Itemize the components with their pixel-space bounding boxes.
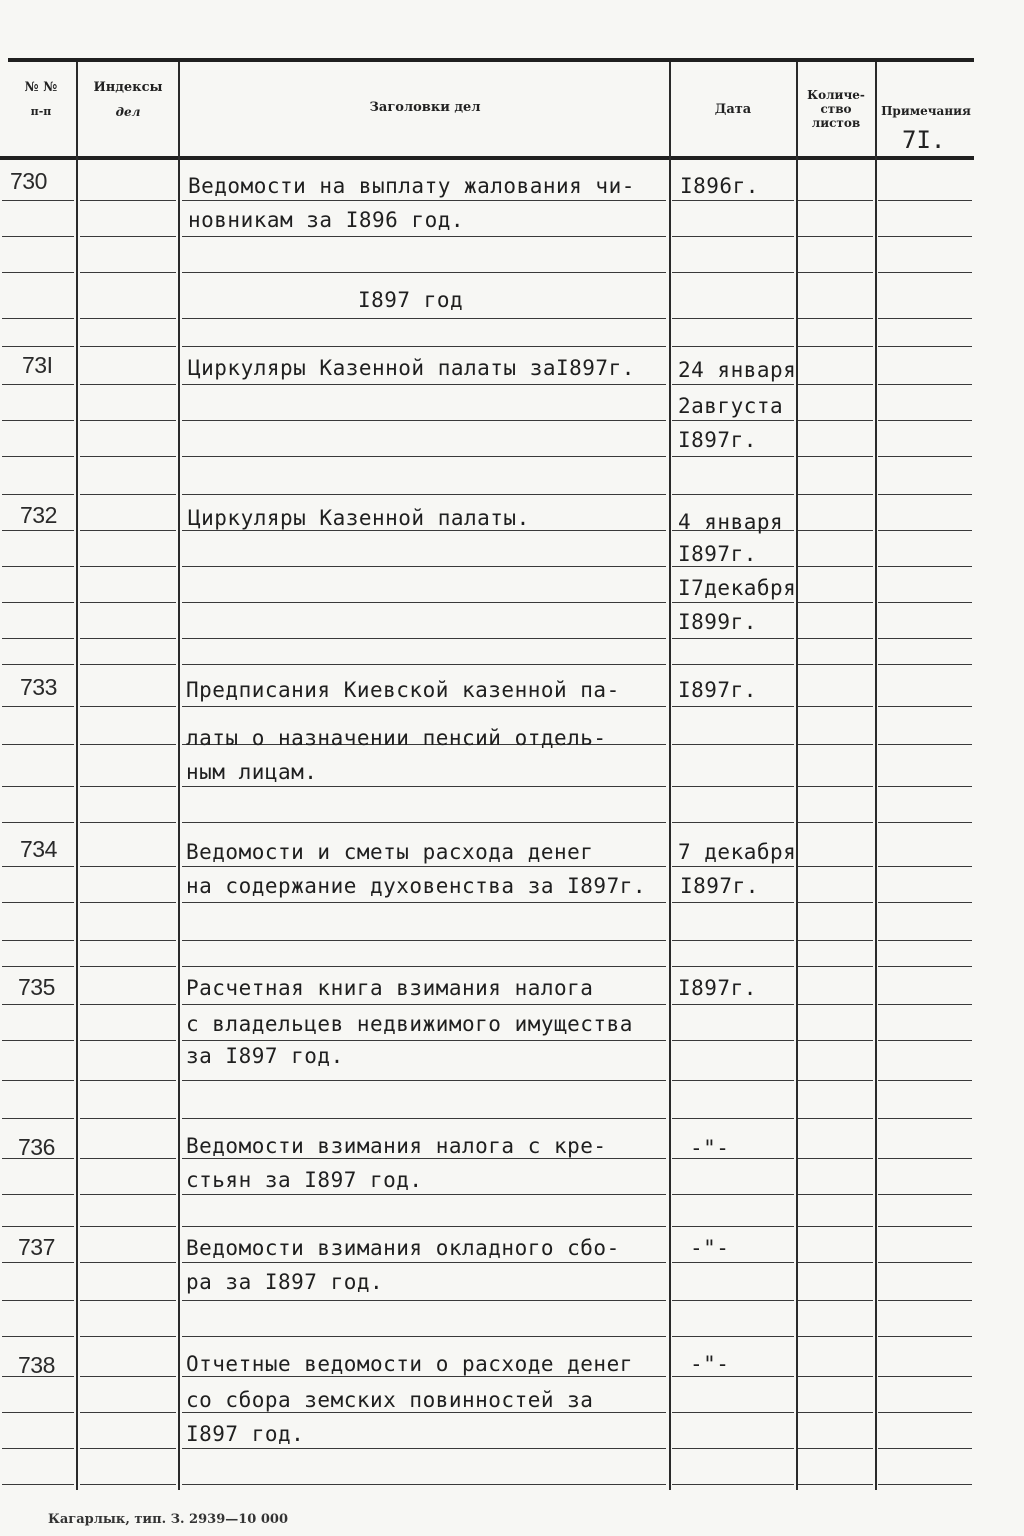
ruled-line: [182, 566, 666, 567]
ruled-line: [80, 1448, 176, 1449]
ruled-line: [182, 706, 666, 707]
ruled-line: [672, 786, 794, 787]
row-title-line: со сбора земских повинностей за: [186, 1388, 594, 1412]
ruled-line: [80, 456, 176, 457]
ruled-line: [2, 1448, 74, 1449]
ruled-line: [878, 318, 972, 319]
ruled-line: [878, 1040, 972, 1041]
ruled-line: [80, 902, 176, 903]
ruled-line: [2, 494, 74, 495]
ruled-line: [878, 420, 972, 421]
ruled-line: [182, 1448, 666, 1449]
ruled-line: [80, 236, 176, 237]
ruled-line: [878, 272, 972, 273]
ruled-line: [672, 1194, 794, 1195]
ruled-line: [182, 664, 666, 665]
row-title-line: Предписания Киевской казенной па-: [186, 678, 620, 702]
ruled-line: [182, 1376, 666, 1377]
ruled-line: [798, 566, 873, 567]
ruled-line: [878, 706, 972, 707]
ruled-line: [672, 940, 794, 941]
header-date: Дата: [714, 102, 752, 117]
ruled-line: [878, 966, 972, 967]
ruled-line: [80, 566, 176, 567]
row-number: 73I: [22, 352, 53, 378]
ruled-line: [182, 384, 666, 385]
row-title-line: на содержание духовенства за I897г.: [186, 874, 647, 898]
ruled-line: [878, 866, 972, 867]
header-number: [8, 80, 74, 118]
row-title-line: I897 год.: [186, 1422, 305, 1446]
ruled-line: [2, 346, 74, 347]
ruled-line: [2, 1004, 74, 1005]
ruled-line: [798, 822, 873, 823]
ruled-line: [80, 530, 176, 531]
row-number: 733: [20, 674, 57, 700]
ruled-line: [80, 1226, 176, 1227]
ruled-line: [182, 200, 666, 201]
ruled-line: [798, 1004, 873, 1005]
ruled-line: [878, 384, 972, 385]
header-rule: [0, 156, 974, 160]
ruled-line: [80, 1412, 176, 1413]
row-date-line: I897г.: [678, 976, 757, 1000]
row-title-line: Отчетные ведомости о расходе денег: [186, 1352, 633, 1376]
row-date-line: 24 января: [678, 358, 797, 382]
ruled-line: [798, 236, 873, 237]
ruled-line: [878, 200, 972, 201]
ruled-line: [182, 1336, 666, 1337]
ruled-line: [182, 786, 666, 787]
ruled-line: [80, 346, 176, 347]
ruled-line: [2, 1226, 74, 1227]
ruled-line: [672, 1376, 794, 1377]
row-date-line: 7 декабря: [678, 840, 797, 864]
ruled-line: [182, 940, 666, 941]
ruled-line: [798, 1448, 873, 1449]
header-sheets-line: ство: [820, 102, 852, 116]
ruled-line: [2, 420, 74, 421]
ruled-line: [672, 638, 794, 639]
ruled-line: [2, 200, 74, 201]
ruled-line: [182, 1300, 666, 1301]
ruled-line: [878, 1226, 972, 1227]
ruled-line: [798, 200, 873, 201]
ruled-line: [672, 966, 794, 967]
ruled-line: [182, 318, 666, 319]
ruled-line: [80, 786, 176, 787]
ruled-line: [182, 602, 666, 603]
ruled-line: [798, 1158, 873, 1159]
ruled-line: [182, 494, 666, 495]
row-date-line: I7декабря: [678, 576, 797, 600]
ruled-line: [878, 664, 972, 665]
ruled-line: [80, 638, 176, 639]
ruled-line: [672, 744, 794, 745]
row-date-line: I897г.: [680, 874, 759, 898]
ruled-line: [878, 1194, 972, 1195]
ruled-line: [878, 1158, 972, 1159]
ruled-line: [2, 1336, 74, 1337]
ruled-line: [798, 638, 873, 639]
ruled-line: [80, 1376, 176, 1377]
ruled-line: [798, 1194, 873, 1195]
ruled-line: [2, 1484, 74, 1485]
ruled-line: [878, 456, 972, 457]
row-date-line: I897г.: [678, 678, 757, 702]
header-index-line: Индексы: [93, 80, 163, 95]
ruled-line: [80, 966, 176, 967]
ruled-line: [798, 602, 873, 603]
row-number: 738: [18, 1352, 55, 1378]
row-title-line: с владельцев недвижимого имущества: [186, 1012, 633, 1036]
ruled-line: [2, 940, 74, 941]
ruled-line: [80, 744, 176, 745]
column-divider: [669, 62, 671, 1490]
row-date-line: I899г.: [678, 610, 757, 634]
ruled-line: [2, 1118, 74, 1119]
row-title-line: стьян за I897 год.: [186, 1168, 423, 1192]
row-number: 734: [20, 836, 57, 862]
ruled-line: [2, 384, 74, 385]
ruled-line: [80, 664, 176, 665]
ruled-line: [878, 902, 972, 903]
ruled-line: [2, 1412, 74, 1413]
column-divider: [796, 62, 798, 1490]
ruled-line: [80, 1262, 176, 1263]
ruled-line: [80, 822, 176, 823]
row-date-line: I897г.: [678, 428, 757, 452]
ruled-line: [2, 530, 74, 531]
ruled-line: [2, 456, 74, 457]
row-title-line: Ведомости взимания окладного сбо-: [186, 1236, 620, 1260]
ruled-line: [798, 530, 873, 531]
ruled-line: [80, 420, 176, 421]
ruled-line: [80, 200, 176, 201]
ruled-line: [80, 940, 176, 941]
row-date-line: I897г.: [678, 542, 757, 566]
ruled-line: [2, 902, 74, 903]
ruled-line: [80, 272, 176, 273]
ruled-line: [672, 602, 794, 603]
ruled-line: [672, 456, 794, 457]
ruled-line: [798, 1336, 873, 1337]
header-sheets-line: Количе-: [807, 88, 865, 102]
ruled-line: [798, 1412, 873, 1413]
row-date-line: 2августа: [678, 394, 784, 418]
row-title-line: Циркуляры Казенной палаты.: [188, 506, 530, 530]
ruled-line: [182, 346, 666, 347]
ruled-line: [672, 866, 794, 867]
ruled-line: [672, 1262, 794, 1263]
ruled-line: [798, 664, 873, 665]
row-number: 735: [18, 974, 55, 1000]
header-index-line: дел: [115, 105, 141, 119]
ruled-line: [182, 966, 666, 967]
ruled-line: [80, 494, 176, 495]
ruled-line: [80, 1118, 176, 1119]
ruled-line: [798, 1300, 873, 1301]
ruled-line: [672, 1118, 794, 1119]
ruled-line: [2, 566, 74, 567]
ruled-line: [672, 706, 794, 707]
ruled-line: [2, 966, 74, 967]
row-date-line: 4 января: [678, 510, 784, 534]
ruled-line: [878, 822, 972, 823]
ruled-line: [672, 1412, 794, 1413]
ruled-line: [798, 456, 873, 457]
ruled-line: [672, 494, 794, 495]
ruled-line: [798, 318, 873, 319]
ruled-line: [182, 1080, 666, 1081]
ruled-line: [182, 1158, 666, 1159]
ruled-line: [672, 384, 794, 385]
ruled-line: [2, 706, 74, 707]
row-title-line: ра за I897 год.: [186, 1270, 384, 1294]
ruled-line: [878, 1300, 972, 1301]
row-title-line: новникам за I896 год.: [188, 208, 465, 232]
header-sheets: [798, 88, 874, 130]
ruled-line: [80, 1080, 176, 1081]
ruled-line: [672, 420, 794, 421]
ruled-line: [80, 318, 176, 319]
ruled-line: [798, 744, 873, 745]
header-index: [80, 80, 176, 119]
row-title-line: Расчетная книга взимания налога: [186, 976, 594, 1000]
ruled-line: [2, 1262, 74, 1263]
ruled-line: [878, 1412, 972, 1413]
row-title-line: Ведомости взимания налога с кре-: [186, 1134, 607, 1158]
ruled-line: [80, 602, 176, 603]
ruled-line: [182, 822, 666, 823]
row-title-line: латы о назначении пенсий отдель-: [186, 726, 607, 750]
ruled-line: [182, 420, 666, 421]
ruled-line: [182, 1484, 666, 1485]
ruled-line: [878, 1336, 972, 1337]
ruled-line: [80, 706, 176, 707]
header-number-line: п-п: [30, 105, 52, 118]
ruled-line: [798, 494, 873, 495]
ruled-line: [182, 456, 666, 457]
ruled-line: [672, 1004, 794, 1005]
ruled-line: [182, 272, 666, 273]
ruled-line: [2, 318, 74, 319]
ruled-line: [798, 966, 873, 967]
ruled-line: [80, 1194, 176, 1195]
ruled-line: [878, 1262, 972, 1263]
ruled-line: [182, 1040, 666, 1041]
ruled-line: [878, 1080, 972, 1081]
ruled-line: [878, 744, 972, 745]
ruled-line: [798, 706, 873, 707]
ruled-line: [672, 1226, 794, 1227]
printer-imprint: Кагарлык, тип. З. 2939—10 000: [48, 1512, 288, 1527]
row-date-line: -"-: [690, 1352, 730, 1376]
ruled-line: [2, 638, 74, 639]
header-title: Заголовки дел: [369, 100, 481, 115]
ruled-line: [2, 1300, 74, 1301]
ruled-line: [798, 1118, 873, 1119]
ruled-line: [182, 1194, 666, 1195]
ruled-line: [798, 1080, 873, 1081]
ruled-line: [80, 1484, 176, 1485]
ruled-line: [798, 384, 873, 385]
ruled-line: [878, 1118, 972, 1119]
ruled-line: [798, 1484, 873, 1485]
top-rule: [8, 58, 974, 62]
ruled-line: [672, 1040, 794, 1041]
ruled-line: [672, 200, 794, 201]
ruled-line: [672, 822, 794, 823]
ruled-line: [878, 1004, 972, 1005]
row-title-line: ным лицам.: [186, 760, 318, 784]
ruled-line: [182, 236, 666, 237]
ruled-line: [2, 1040, 74, 1041]
ruled-line: [878, 1484, 972, 1485]
row-title-line: Ведомости на выплату жалования чи-: [188, 174, 635, 198]
ruled-line: [672, 236, 794, 237]
row-title-line: за I897 год.: [186, 1044, 344, 1068]
ruled-line: [182, 1262, 666, 1263]
page-number: 7I.: [902, 126, 946, 154]
ruled-line: [2, 786, 74, 787]
row-date-line: I896г.: [680, 174, 759, 198]
row-number: 736: [18, 1134, 55, 1160]
column-divider: [875, 62, 877, 1490]
ruled-line: [672, 1336, 794, 1337]
column-divider: [76, 62, 78, 1490]
header-sheets-line: листов: [811, 116, 861, 130]
ruled-line: [2, 744, 74, 745]
ruled-line: [672, 902, 794, 903]
ruled-line: [2, 822, 74, 823]
ruled-line: [878, 602, 972, 603]
row-date-line: -"-: [690, 1136, 730, 1160]
ruled-line: [798, 786, 873, 787]
ruled-line: [798, 272, 873, 273]
ruled-line: [672, 1484, 794, 1485]
ruled-line: [80, 384, 176, 385]
ruled-line: [80, 866, 176, 867]
ruled-line: [80, 1336, 176, 1337]
ruled-line: [182, 902, 666, 903]
ruled-line: [2, 1080, 74, 1081]
ruled-line: [878, 940, 972, 941]
ruled-line: [2, 272, 74, 273]
ruled-line: [672, 1080, 794, 1081]
ruled-line: [798, 940, 873, 941]
ruled-line: [798, 420, 873, 421]
row-date-line: -"-: [690, 1236, 730, 1260]
ruled-line: [672, 566, 794, 567]
ruled-line: [878, 566, 972, 567]
ruled-line: [798, 1262, 873, 1263]
ruled-line: [182, 1226, 666, 1227]
ruled-line: [672, 346, 794, 347]
ruled-line: [878, 638, 972, 639]
ruled-line: [80, 1300, 176, 1301]
ruled-line: [2, 866, 74, 867]
row-number: 730: [10, 168, 47, 194]
ruled-line: [878, 494, 972, 495]
header-notes: Примечания: [881, 104, 971, 118]
ruled-line: [182, 638, 666, 639]
ruled-line: [878, 786, 972, 787]
ruled-line: [798, 1040, 873, 1041]
ruled-line: [878, 1448, 972, 1449]
row-title-line: Ведомости и сметы расхода денег: [186, 840, 594, 864]
row-title-line: Циркуляры Казенной палаты заI897г.: [188, 356, 635, 380]
ruled-line: [80, 1040, 176, 1041]
ruled-line: [878, 236, 972, 237]
row-number: 737: [18, 1234, 55, 1260]
ruled-line: [2, 602, 74, 603]
ruled-line: [878, 530, 972, 531]
ruled-line: [672, 272, 794, 273]
ruled-line: [182, 1412, 666, 1413]
section-heading: I897 год: [358, 288, 464, 312]
ruled-line: [798, 346, 873, 347]
ruled-line: [182, 866, 666, 867]
ruled-line: [798, 1226, 873, 1227]
ruled-line: [2, 664, 74, 665]
ruled-line: [878, 346, 972, 347]
ruled-line: [878, 1376, 972, 1377]
row-number: 732: [20, 502, 57, 528]
ruled-line: [798, 866, 873, 867]
ruled-line: [672, 1300, 794, 1301]
ruled-line: [798, 1376, 873, 1377]
ruled-line: [80, 1004, 176, 1005]
ruled-line: [672, 1448, 794, 1449]
ruled-line: [2, 1194, 74, 1195]
ruled-line: [672, 664, 794, 665]
ruled-line: [80, 1158, 176, 1159]
header-number-line: № №: [24, 80, 58, 95]
ruled-line: [182, 530, 666, 531]
ruled-line: [182, 1118, 666, 1119]
ruled-line: [182, 1004, 666, 1005]
ruled-line: [798, 902, 873, 903]
ruled-line: [2, 236, 74, 237]
ruled-line: [672, 318, 794, 319]
column-divider: [178, 62, 180, 1490]
